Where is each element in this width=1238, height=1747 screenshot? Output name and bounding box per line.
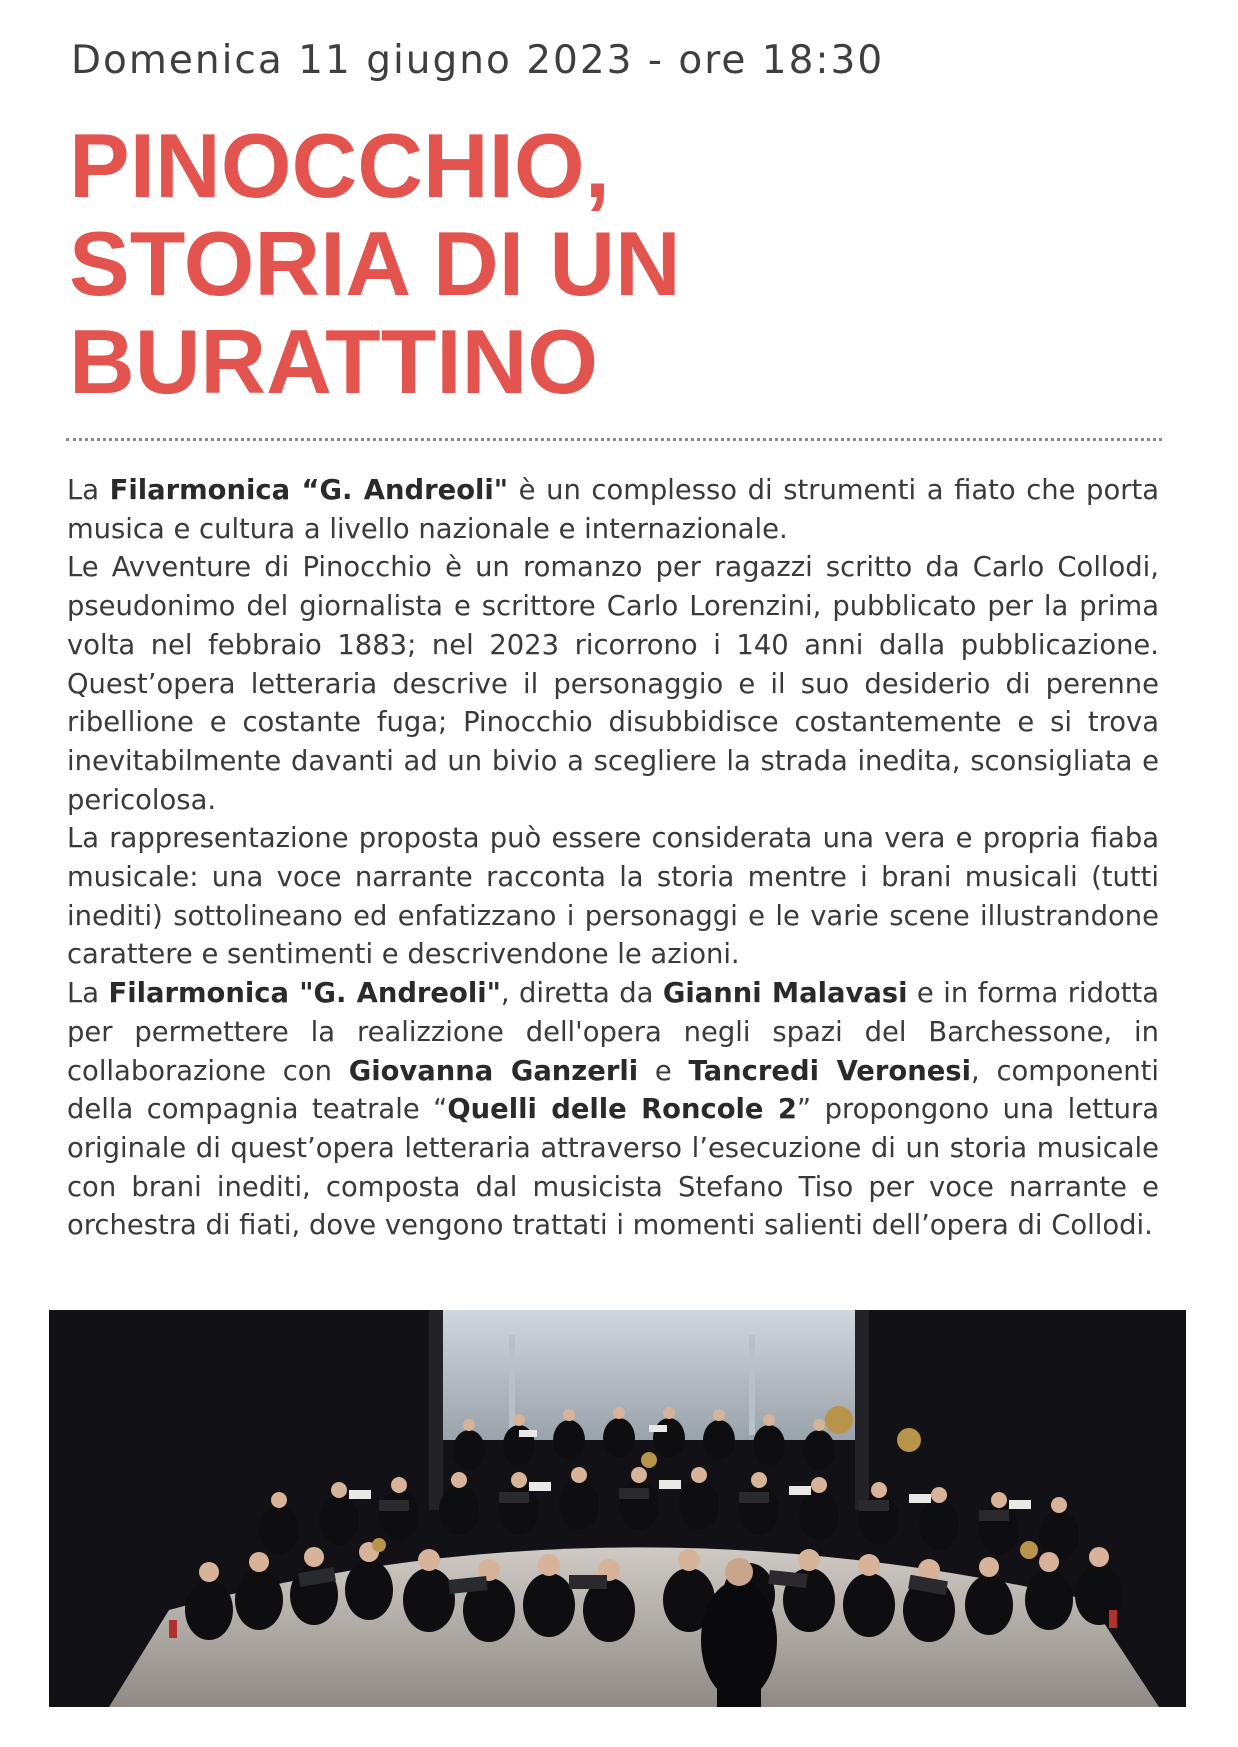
band-name: Filarmonica “G. Andreoli" (109, 475, 509, 506)
orchestra-photo (49, 1310, 1186, 1707)
orchestra-photo-illustration (49, 1310, 1186, 1707)
title-line-2: STORIA DI UN (69, 214, 681, 315)
event-date-time: Domenica 11 giugno 2023 - ore 18:30 (71, 38, 885, 83)
title-line-1: PINOCCHIO, (69, 116, 610, 217)
paragraph-intro: La Filarmonica “G. Andreoli" è un complesso di strumenti a fiato che porta musica e cultura a livello nazionale e internazionale. (67, 475, 1159, 545)
band-name: Filarmonica "G. Andreoli" (108, 978, 501, 1010)
event-title (69, 118, 681, 412)
paragraph-credits: La Filarmonica "G. Andreoli", diretta da Gianni Malavasi e in forma ridotta per permettere la realizzione dell'opera negli spazi del Barchessone, in collaborazione con Giovanna Ganzerli e Tancredi Veronesi, componenti della compagnia teatrale “Quelli delle Roncole 2” propongono una lettura originale di quest’opera letteraria attraverso l’esecuzione di un storia musicale con brani inediti, composta dal musicista Stefano Tiso per voce narrante e orchestra di fiati, dove vengono trattati i momenti salienti dell’opera di Collodi. (67, 978, 1160, 1242)
event-description (67, 472, 1159, 1246)
conductor-name: Gianni Malavasi (662, 978, 908, 1010)
actor-name: Giovanna Ganzerli (348, 1055, 639, 1087)
dotted-divider (66, 438, 1162, 441)
theatre-company-name: Quelli delle Roncole 2 (447, 1094, 797, 1126)
actor-name: Tancredi Veronesi (688, 1055, 971, 1087)
paragraph-performance: La rappresentazione proposta può essere considerata una vera e propria fiaba musicale: una voce narrante racconta la storia mentre i brani musicali (tutti inediti) sottolineano ed enfatizzano i personaggi e le varie scene illustrandone carattere e sentimenti e descrivendone le azioni. (67, 823, 1159, 971)
title-line-3: BURATTINO (69, 312, 599, 413)
paragraph-novel: Le Avventure di Pinocchio è un romanzo per ragazzi scritto da Carlo Collodi, pseudonimo del giornalista e scrittore Carlo Lorenzini, pubblicato per la prima volta nel febbraio 1883; nel 2023 ricorrono i 140 anni dalla pubblicazione. Quest’opera letteraria descrive il personaggio e il suo desiderio di perenne ribellione e costante fuga; Pinocchio disubbidisce costantemente e si trova inevitabilmente davanti ad un bivio a scegliere la strada inedita, sconsigliata e pericolosa. (67, 552, 1159, 816)
